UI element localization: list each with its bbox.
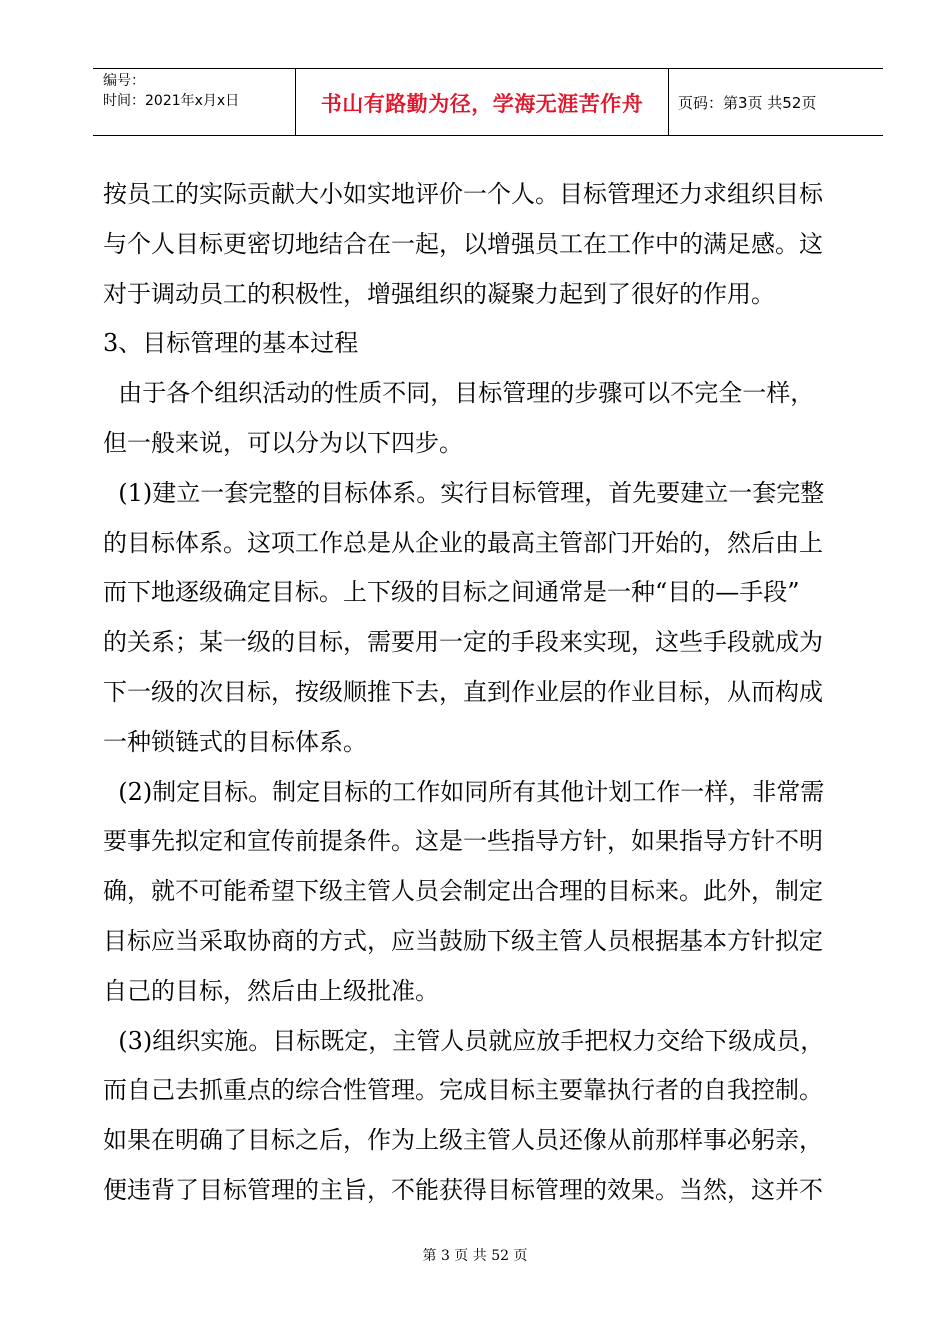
text-line: 对于调动员工的积极性，增强组织的凝聚力起到了很好的作用。 [103,279,775,308]
document-body [103,170,879,1216]
text-line: 按员工的实际贡献大小如实地评价一个人。目标管理还力求组织目标 [103,180,823,208]
text-line: 由于各个组织活动的性质不同，目标管理的步骤可以不完全一样， [103,379,815,408]
text-line: 但一般来说，可以分为以下四步。 [103,428,463,457]
header-motto: 书山有路勤为径，学海无涯苦作舟 [320,91,644,116]
text-line: (2)制定目标。制定目标的工作如同所有其他计划工作一样，非常需 [103,777,825,806]
text-line: 的关系；某一级的目标，需要用一定的手段来实现，这些手段就成为 [103,628,823,657]
header-divider [668,69,669,136]
text-line: 便违背了目标管理的主旨，不能获得目标管理的效果。当然，这并不 [103,1175,823,1204]
section-heading: 3、目标管理的基本过程 [103,329,359,358]
text-line: 的目标体系。这项工作总是从企业的最高主管部门开始的，然后由上 [103,528,823,557]
text-line: 与个人目标更密切地结合在一起，以增强员工在工作中的满足感。这 [103,229,823,258]
text-line: 而自己去抓重点的综合性管理。完成目标主要靠执行者的自我控制。 [103,1076,823,1105]
time-label: 时间：2021年x月x日 [103,93,240,109]
text-line: (3)组织实施。目标既定，主管人员就应放手把权力交给下级成员， [103,1026,825,1055]
serial-number-label: 编号： [103,73,145,89]
text-line: 下一级的次目标，按级顺推下去，直到作业层的作业目标，从而构成 [103,677,823,706]
page-header [93,68,883,136]
text-line: (1)建立一套完整的目标体系。实行目标管理，首先要建立一套完整 [103,478,825,507]
header-page-number: 页码：第3页 共52页 [678,94,817,112]
header-meta [103,71,239,111]
text-line: 而下地逐级确定目标。上下级的目标之间通常是一种“目的—手段” [103,578,800,607]
text-line: 确，就不可能希望下级主管人员会制定出合理的目标来。此外，制定 [103,877,823,906]
text-line: 目标应当采取协商的方式，应当鼓励下级主管人员根据基本方针拟定 [103,926,823,955]
text-line: 如果在明确了目标之后，作为上级主管人员还像从前那样事必躬亲， [103,1126,823,1155]
text-line: 一种锁链式的目标体系。 [103,727,367,756]
page-footer: 第 3 页 共 52 页 [422,1248,528,1264]
text-line: 自己的目标，然后由上级批准。 [103,976,439,1005]
text-line: 要事先拟定和宣传前提条件。这是一些指导方针，如果指导方针不明 [103,827,823,856]
